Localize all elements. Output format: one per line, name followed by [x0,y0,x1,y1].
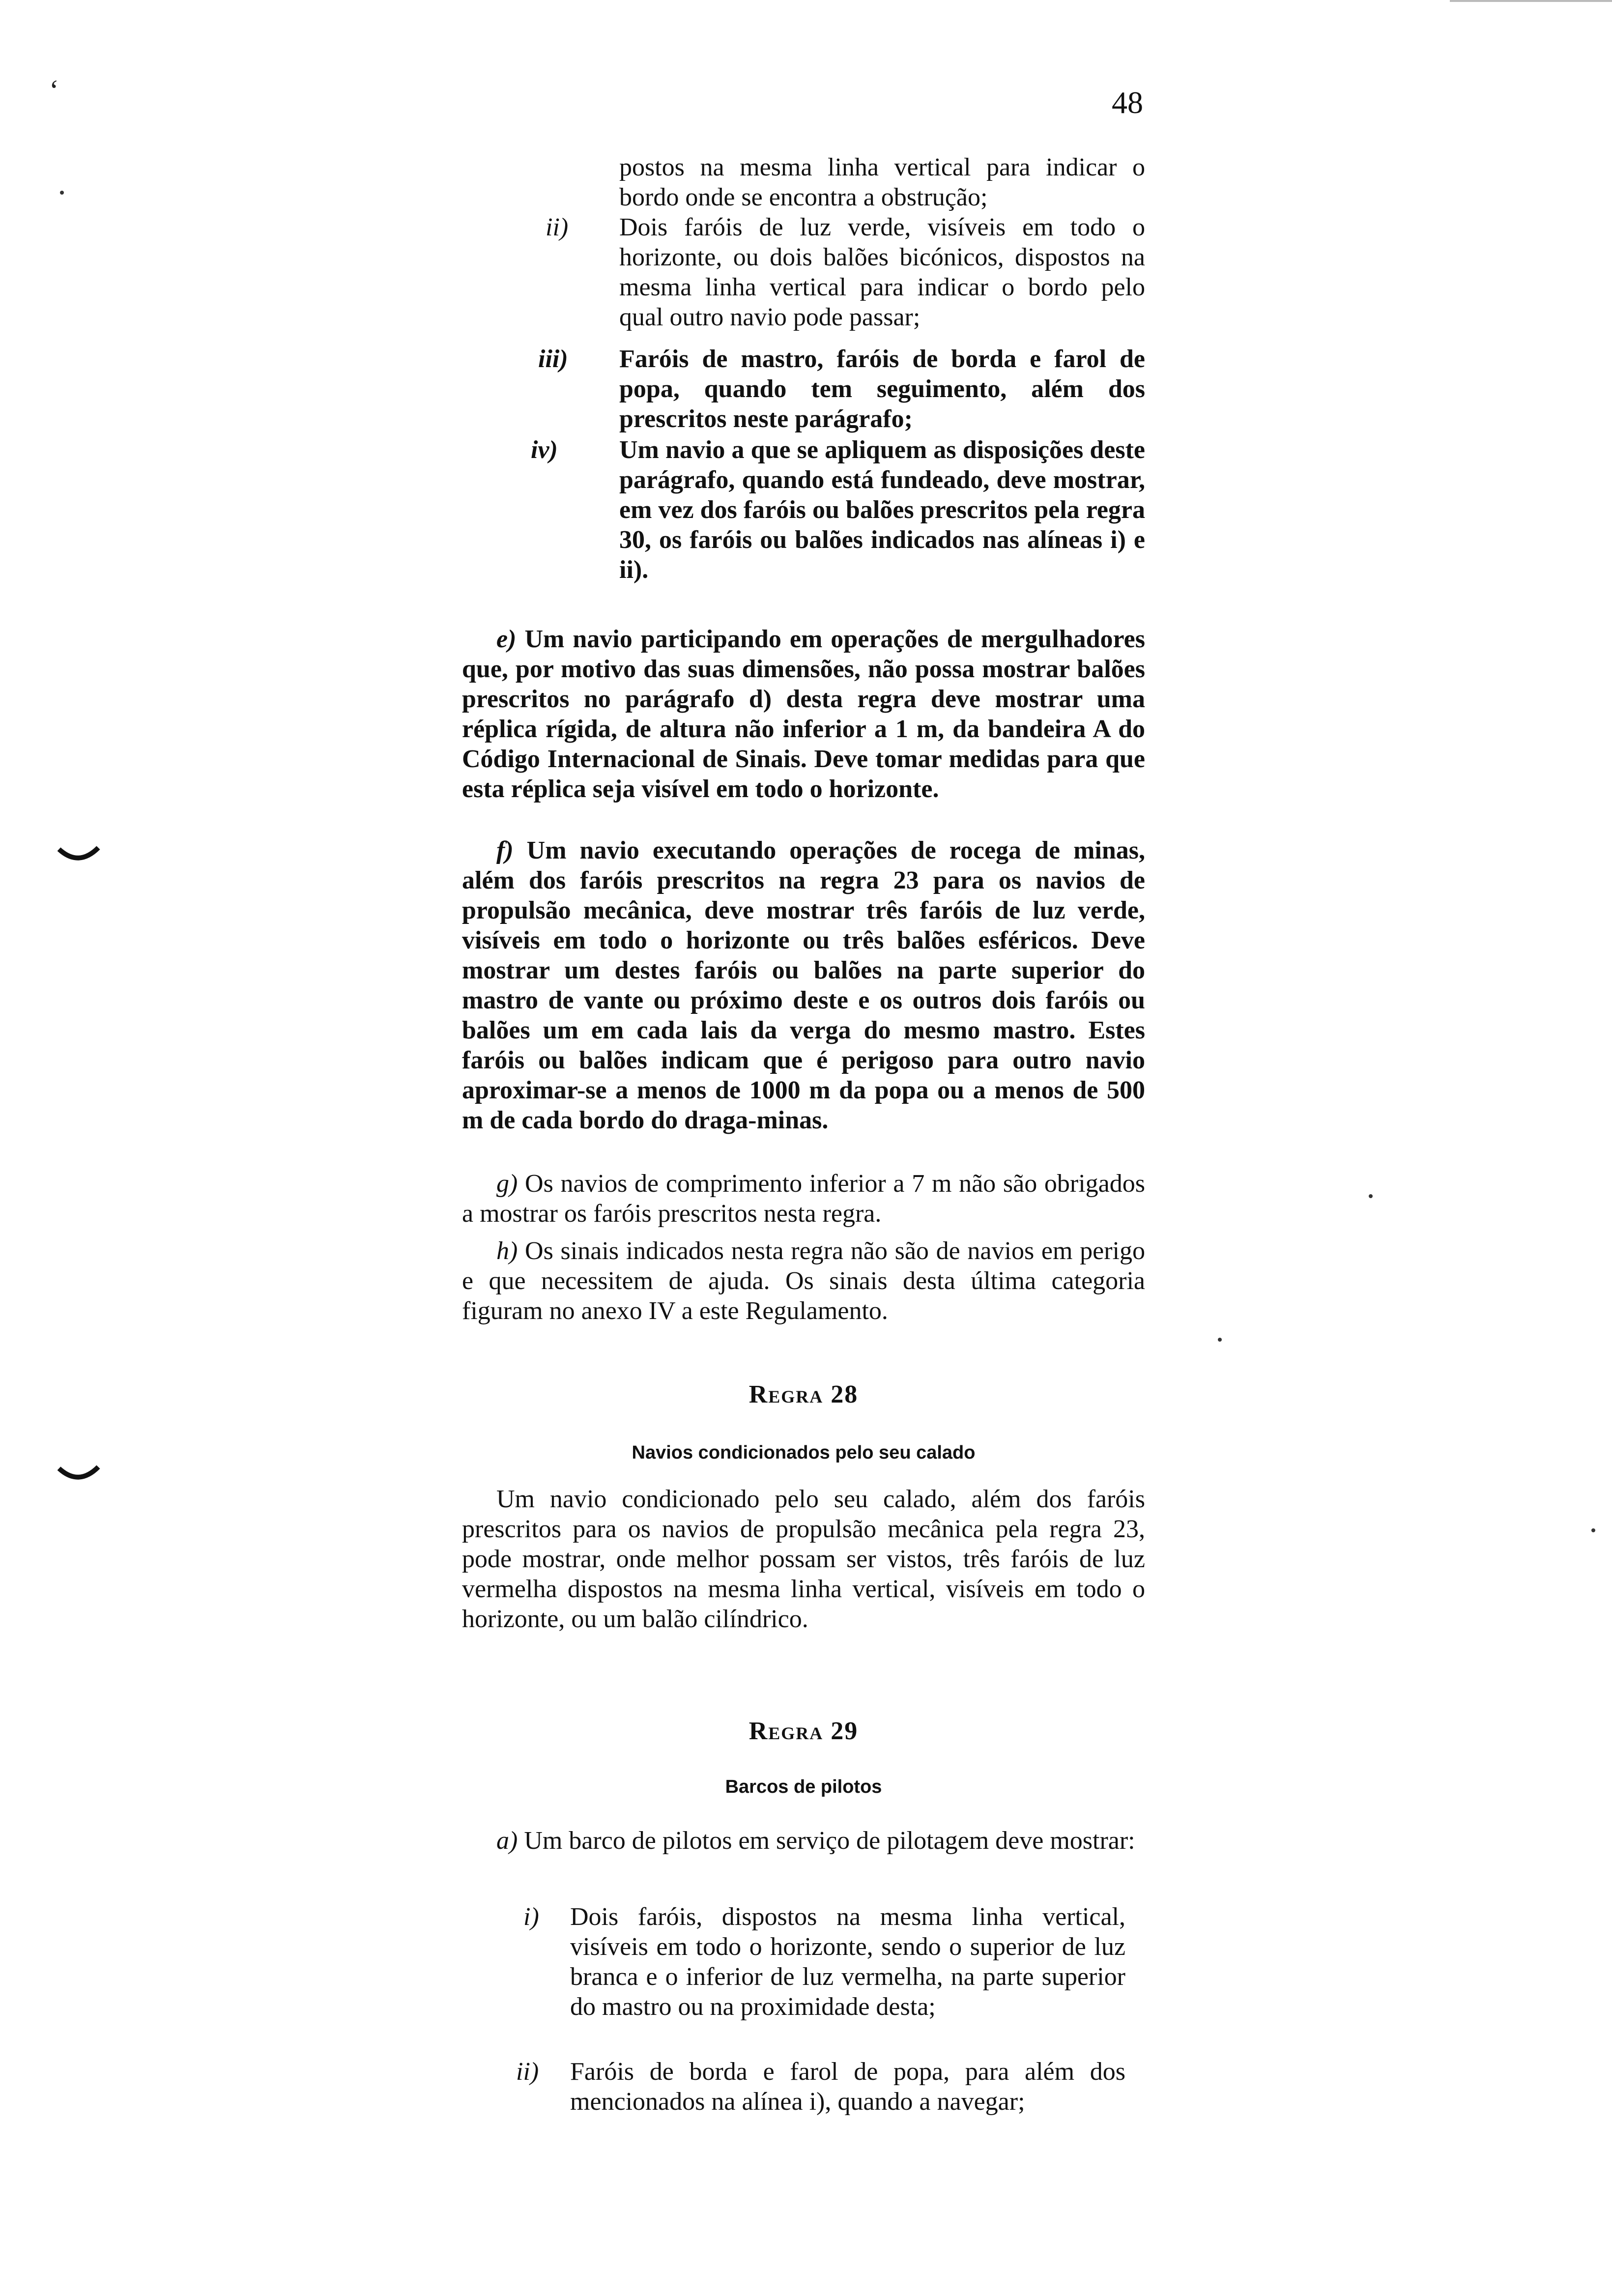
paragraph-marker: g) [496,1170,518,1198]
list-item [546,212,1145,332]
item-marker: ii) [516,2058,539,2086]
margin-dot [1369,1194,1373,1198]
heading-number: 29 [831,1717,859,1745]
paragraph-text: Os sinais indicados nesta regra não são de navios em perigo e que necessitem de ajuda. Os sinais desta última categoria figuram no anexo IV a este Regulamento. [462,1237,1145,1325]
paragraph-marker: a) [496,1827,518,1855]
rule-29-heading [462,1717,1145,1746]
paragraph-text: Os navios de comprimento inferior a 7 m não são obrigados a mostrar os faróis prescritos nesta regra. [462,1170,1146,1228]
heading-word: Regra [748,1380,824,1408]
item-marker: ii) [546,213,569,241]
margin-dot [1591,1528,1595,1532]
item-marker: iii) [538,345,568,373]
paragraph-text: Um navio participando em operações de mergulhadores que, por motivo das suas dimensões, não possa mostrar balões prescritos no parágrafo d) desta regra deve mostrar uma réplica rígida, de altura não inferior a 1 m, da bandeira A do Código Internacional de Sinais. Deve tomar medidas para que esta réplica seja visível em todo o horizonte. [462,625,1145,803]
list-item [531,435,1145,585]
item-marker: i) [523,1903,539,1931]
scan-edge-line [1450,0,1612,2]
paragraph-g [462,1169,1145,1229]
paragraph-marker: h) [496,1237,518,1265]
margin-dot [1218,1338,1222,1342]
item-text: Dois faróis, dispostos na mesma linha vertical, visíveis em todo o horizonte, sendo o superior de luz branca e o inferior de luz vermelha, na parte superior do mastro ou na proximidade desta; [570,1903,1125,2021]
rule-28-text-block [462,1484,1145,1634]
rule-29-intro [462,1826,1145,1856]
item-text: postos na mesma linha vertical para indicar o bordo onde se encontra a obstrução; [619,153,1145,211]
rule-28-text: Um navio condicionado pelo seu calado, além dos faróis prescritos para os navios de propulsão mecânica pela regra 23, pode mostrar, onde melhor possam ser vistos, três faróis de luz vermelha dispostos na mesma linha vertical, visíveis em todo o horizonte, ou um balão cilíndrico. [462,1485,1145,1633]
item-text: Faróis de mastro, faróis de borda e farol de popa, quando tem seguimento, além dos prescritos neste parágrafo; [619,345,1145,433]
list-item [523,1902,1125,2022]
rule-28-subheading: Navios condicionados pelo seu calado [632,1442,976,1463]
item-text: Faróis de borda e farol de popa, para além dos mencionados na alínea i), quando a navegar; [570,2058,1125,2116]
paragraph-text: Um barco de pilotos em serviço de pilotagem deve mostrar: [524,1827,1135,1855]
rule-29-subheading: Barcos de pilotos [725,1777,882,1797]
item-marker: iv) [531,436,558,464]
margin-curve-mark [57,845,101,865]
paragraph-marker: f) [496,836,514,864]
heading-number: 28 [831,1380,859,1408]
list-item [516,2057,1125,2117]
paragraph-h [462,1236,1145,1326]
item-text: Um navio a que se apliquem as disposições deste parágrafo, quando está fundeado, deve mostrar, em vez dos faróis ou balões prescritos pela regra 30, os faróis ou balões indicados nas alíneas i) e ii). [619,436,1145,584]
page-number: 48 [1112,85,1143,120]
paragraph-f [462,835,1145,1135]
margin-dot [60,191,64,195]
item-text: Dois faróis de luz verde, visíveis em todo o horizonte, ou dois balões bicónicos, dispostos na mesma linha vertical para indicar o bordo pelo qual outro navio pode passar; [619,213,1145,331]
list-item [538,344,1145,434]
margin-curve-mark [57,1464,101,1484]
rule-28-heading [462,1380,1145,1409]
list-item [619,152,1145,212]
heading-word: Regra [748,1717,824,1745]
paragraph-text: Um navio executando operações de rocega de minas, além dos faróis prescritos na regra 23 para os navios de propulsão mecânica, deve mostrar três faróis de luz verde, visíveis em todo o horizonte ou três balões esféricos. Deve mostrar um destes faróis ou balões na parte superior do mastro de vante ou próximo deste e os outros dois faróis ou balões um em cada lais da verga do mesmo mastro. Estes faróis ou balões indicam que é perigoso para outro navio aproximar-se a menos de 1000 m da popa ou a menos de 500 m de cada bordo do draga-minas. [462,836,1146,1134]
margin-tick-mark: ‘ [49,74,59,107]
paragraph-e [462,624,1145,804]
paragraph-marker: e) [496,625,517,653]
